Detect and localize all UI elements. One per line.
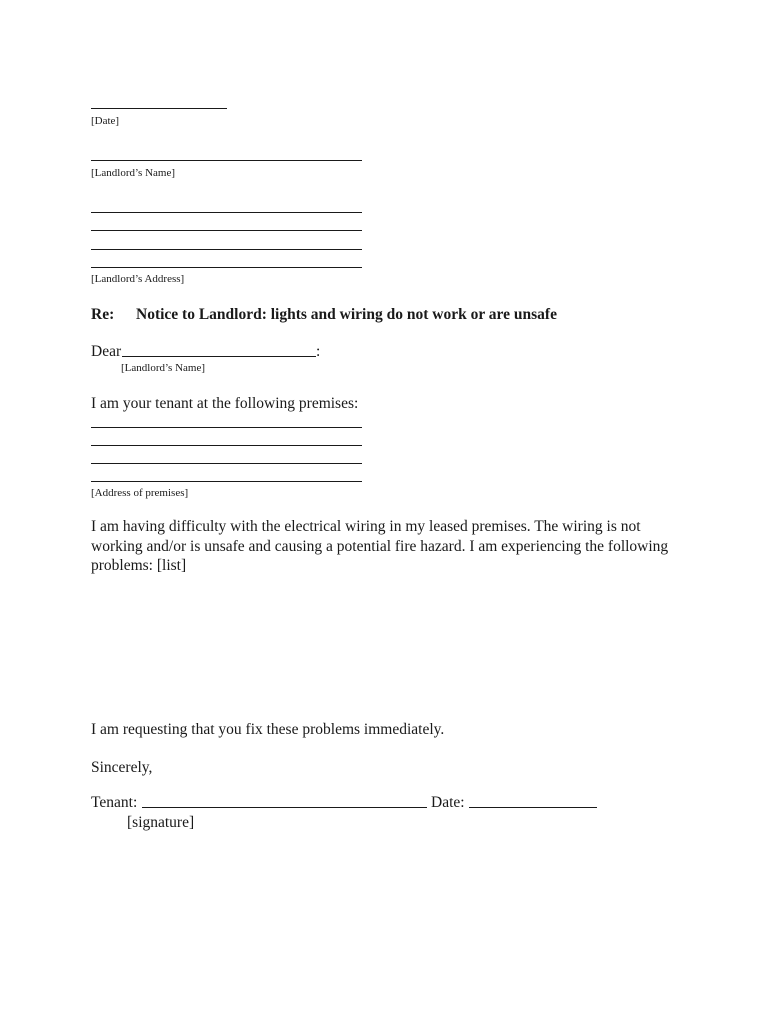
re-label: Re:	[91, 306, 115, 323]
salutation-colon: :	[316, 343, 321, 360]
landlord-address-line-4	[91, 267, 362, 268]
landlord-address-line-2	[91, 230, 362, 231]
landlord-name-label: [Landlord’s Name]	[91, 167, 175, 179]
request-text: I am requesting that you fix these problems immediately.	[91, 721, 445, 738]
complaint-line-3: problems: [list]	[91, 557, 187, 574]
signature-label: [signature]	[127, 814, 195, 831]
tenant-label: Tenant:	[91, 794, 138, 811]
premises-address-line-4	[91, 481, 362, 482]
landlord-address-line-1	[91, 212, 362, 213]
premises-address-label: [Address of premises]	[91, 487, 189, 499]
tenant-signature-line	[142, 807, 427, 808]
premises-address-line-2	[91, 445, 362, 446]
premises-address-line-3	[91, 463, 362, 464]
premises-address-line-1	[91, 427, 362, 428]
premises-intro: I am your tenant at the following premises:	[91, 395, 359, 412]
closing-text: Sincerely,	[91, 759, 153, 776]
date-blank-line	[91, 108, 227, 109]
salutation-blank-line	[122, 356, 316, 357]
signature-date-line	[469, 807, 597, 808]
landlord-name-blank-line	[91, 160, 362, 161]
salutation-name-label: [Landlord’s Name]	[121, 362, 205, 374]
dear-text: Dear	[91, 343, 122, 360]
signature-date-label: Date:	[431, 794, 465, 811]
complaint-paragraph	[91, 517, 681, 576]
subject-title: Notice to Landlord: lights and wiring do not work or are unsafe	[136, 306, 557, 323]
landlord-address-label: [Landlord’s Address]	[91, 273, 185, 285]
date-label: [Date]	[91, 115, 120, 127]
complaint-line-2: working and/or is unsafe and causing a potential fire hazard. I am experiencing the following	[91, 537, 669, 555]
landlord-address-line-3	[91, 249, 362, 250]
complaint-line-1: I am having difficulty with the electrical wiring in my leased premises. The wiring is not	[91, 518, 641, 535]
